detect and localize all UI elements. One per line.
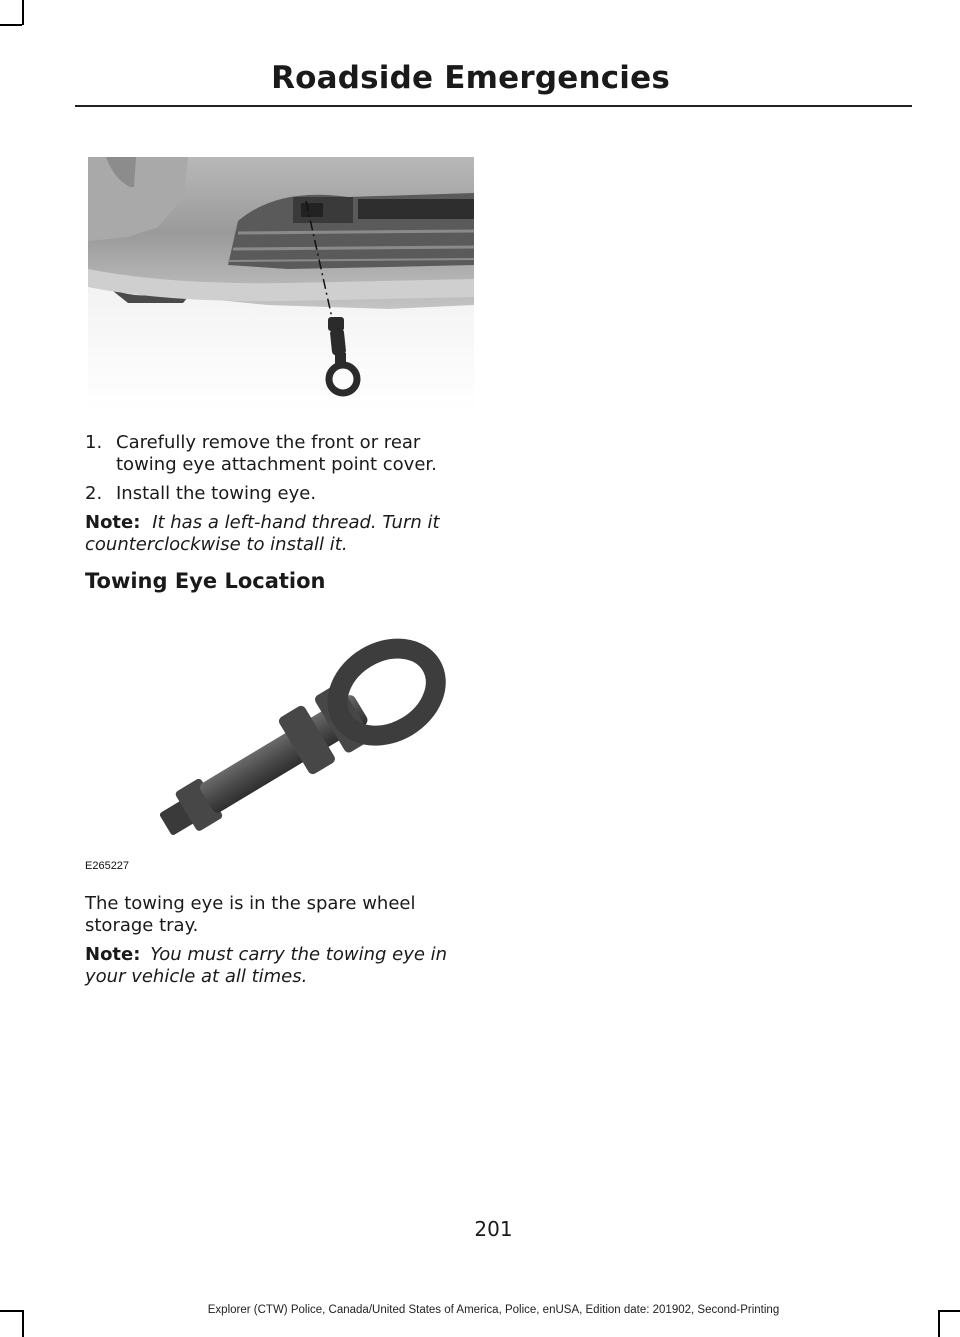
crop-mark <box>0 24 22 26</box>
page-title: Roadside Emergencies <box>271 60 670 96</box>
step-number: 1. <box>85 432 103 453</box>
step-text: Install the towing eye. <box>116 483 317 504</box>
crop-mark <box>22 0 24 25</box>
note-text: It has a left-hand thread. Turn it counterclockwise to install it. <box>85 512 440 555</box>
bumper-towing-eye-illustration <box>88 157 474 413</box>
list-item <box>85 432 480 476</box>
paragraph: The towing eye is in the spare wheel storage tray. <box>85 893 416 936</box>
header-rule <box>75 105 912 107</box>
section-heading: Towing Eye Location <box>85 569 326 593</box>
footer-edition: Explorer (CTW) Police, Canada/United States of America, Police, enUSA, Edition date: 201902, Second-Printing <box>207 1304 780 1316</box>
page-number: 201 <box>474 1217 513 1241</box>
step-number: 2. <box>85 483 103 504</box>
note-label: Note: <box>85 512 141 533</box>
note <box>85 512 480 556</box>
list-item <box>85 483 480 505</box>
note-text: You must carry the towing eye in your vehicle at all times. <box>85 944 448 987</box>
note-label: Note: <box>85 944 141 965</box>
step-text: Carefully remove the front or rear towing eye attachment point cover. <box>116 432 437 475</box>
figure-code: E265227 <box>85 860 130 872</box>
note <box>85 944 480 988</box>
towing-eye-illustration <box>85 612 475 880</box>
